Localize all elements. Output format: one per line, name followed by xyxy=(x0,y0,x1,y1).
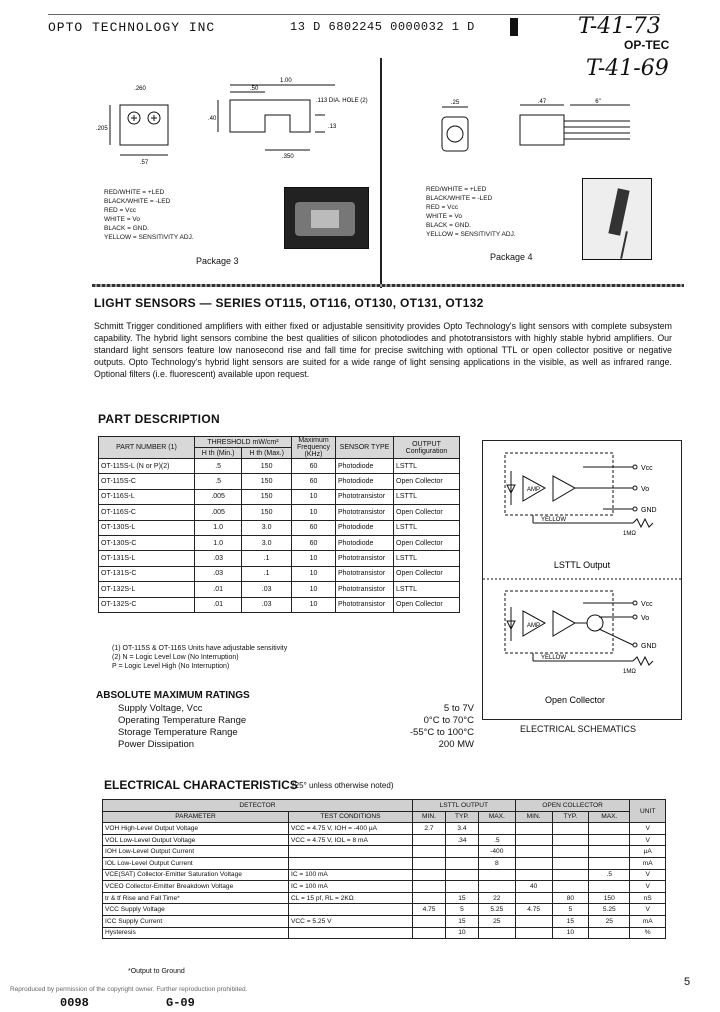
part-cell: Phototransistor xyxy=(336,597,394,612)
ec-cell xyxy=(552,869,589,881)
ec-row xyxy=(103,927,666,939)
pkg3-lead: BLACK = GND. xyxy=(104,225,149,232)
handwritten-code-2: T-41-69 xyxy=(586,56,669,81)
oc-pin-vcc: Vcc xyxy=(641,601,653,608)
part-cell: Phototransistor xyxy=(336,489,394,504)
ec-cell xyxy=(413,869,446,881)
section-paragraph: Schmitt Trigger conditioned amplifiers with either fixed or adjustable sensitivity provides Opto Technology's light sensors with complete subsystem capability. The hybrid light sensors combine the best qualities of silicon photodiodes and phototransistors with highly stable hybrid amplifiers. Our standard light sensors feature low nanosecond rise and fall time for precise switching with optional TTL or open collector positive or negative outputs. Opto Technology's hybrid light sensors are suited for a wide range of light sensing applications in the visible, as well as infrared range. Optional filters (i.e. fluorescent) available upon request. xyxy=(94,321,672,379)
oc-pin-1m: 1MΩ xyxy=(623,669,636,675)
ec-cell xyxy=(289,904,413,916)
part-row xyxy=(99,597,460,612)
ec-cell: VCC = 4.75 V, IOL = 8 mA xyxy=(289,834,413,846)
lsttl-trigger-symbol xyxy=(553,476,575,501)
part-cell: LSTTL xyxy=(394,551,460,566)
abs-max-row xyxy=(118,715,474,727)
ec-cell: VOH High-Level Output Voltage xyxy=(103,823,289,835)
ec-cell xyxy=(589,834,630,846)
ec-cell: 80 xyxy=(552,892,589,904)
ec-row xyxy=(103,869,666,881)
section-title: LIGHT SENSORS — SERIES OT115, OT116, OT130, OT131, OT132 xyxy=(94,296,484,310)
ec-row xyxy=(103,881,666,893)
part-cell: Phototransistor xyxy=(336,566,394,581)
ec-cell: 5.25 xyxy=(478,904,515,916)
ec-cell: 4.75 xyxy=(515,904,552,916)
part-cell: Phototransistor xyxy=(336,551,394,566)
part-cell: 60 xyxy=(292,520,336,535)
pkg4-dim-2: .47 xyxy=(537,99,547,105)
part-cell: OT-116S-C xyxy=(99,505,195,520)
ec-cell: 15 xyxy=(446,892,479,904)
ec-cell xyxy=(289,857,413,869)
abs-max-row xyxy=(118,703,474,715)
ec-cell: ICC Supply Current xyxy=(103,915,289,927)
pkg3-front-view xyxy=(120,105,168,145)
ec-row xyxy=(103,892,666,904)
ec-cell xyxy=(515,834,552,846)
part-cell: Photodiode xyxy=(336,520,394,535)
ec-cell: VCC = 4.75 V, IOH = -400 µA xyxy=(289,823,413,835)
ec-param-header: PARAMETER xyxy=(103,811,289,823)
part-cell: 10 xyxy=(292,566,336,581)
part-row xyxy=(99,520,460,535)
part-cell: Phototransistor xyxy=(336,505,394,520)
ec-cell xyxy=(589,927,630,939)
ec-cell: mA xyxy=(630,915,666,927)
pkg3-dim-9: .350 xyxy=(282,154,294,160)
ec-lsttl-header: LSTTL OUTPUT xyxy=(413,800,516,812)
lsttl-amp-label: AMP xyxy=(527,487,541,493)
ec-cell: VCC = 5.25 V xyxy=(289,915,413,927)
pkg3-photo xyxy=(284,187,369,249)
ec-oc-header: OPEN COLLECTOR xyxy=(515,800,630,812)
part-cell: LSTTL xyxy=(394,582,460,597)
pkg4-lead: RED/WHITE = +LED xyxy=(426,186,487,193)
part-cell: OT-115S-L (N or P)(2) xyxy=(99,459,195,474)
part-cell: 3.0 xyxy=(242,520,292,535)
part-cell: OT-131S-L xyxy=(99,551,195,566)
part-cell: .01 xyxy=(195,597,242,612)
oc-output-label: Open Collector xyxy=(544,695,606,705)
lsttl-output-label: LSTTL Output xyxy=(553,560,611,570)
part-description-title: PART DESCRIPTION xyxy=(98,412,220,426)
part-cell: Open Collector xyxy=(394,566,460,581)
part-cell: LSTTL xyxy=(394,489,460,504)
part-row xyxy=(99,535,460,550)
ec-cell xyxy=(589,857,630,869)
ec-cell: VCE(SAT) Collector-Emitter Saturation Voltage xyxy=(103,869,289,881)
abs-max-label: Operating Temperature Range xyxy=(118,715,247,726)
ec-cell xyxy=(478,869,515,881)
part-note: (2) N = Logic Level Low (No Interruption) xyxy=(112,654,239,661)
ec-cell: .5 xyxy=(478,834,515,846)
footer-mid-code: G-09 xyxy=(166,996,195,1010)
ec-cell: 5 xyxy=(446,904,479,916)
part-cell: Open Collector xyxy=(394,505,460,520)
part-cell: OT-131S-C xyxy=(99,566,195,581)
pkg3-dim-5: .50 xyxy=(250,86,259,92)
part-cell: Open Collector xyxy=(394,535,460,550)
ec-max-header: MAX. xyxy=(589,811,630,823)
part-cell: .005 xyxy=(195,489,242,504)
ec-cell: -400 xyxy=(478,846,515,858)
ec-cell: IOL Low-Level Output Current xyxy=(103,857,289,869)
part-cell: OT-132S-L xyxy=(99,582,195,597)
part-cell: Open Collector xyxy=(394,597,460,612)
ec-cell xyxy=(515,857,552,869)
ec-cell: V xyxy=(630,881,666,893)
ec-cell xyxy=(413,881,446,893)
col-output: OUTPUT Configuration xyxy=(394,437,460,459)
ec-cell xyxy=(413,915,446,927)
oc-pin-yellow: YELLOW xyxy=(541,655,567,661)
part-cell: .03 xyxy=(242,582,292,597)
ec-cell xyxy=(478,881,515,893)
pkg3-lead: BLACK/WHITE = -LED xyxy=(104,198,171,205)
oc-trigger-symbol xyxy=(553,611,575,636)
ec-cell: IOH Low-Level Output Current xyxy=(103,846,289,858)
package-4-drawing xyxy=(420,95,640,185)
abs-max-value: 5 to 7V xyxy=(443,703,474,714)
ec-cell: Hysteresis xyxy=(103,927,289,939)
pkg3-dim-8: .13 xyxy=(328,124,337,130)
part-cell: 10 xyxy=(292,597,336,612)
ec-cell xyxy=(289,927,413,939)
part-cell: 10 xyxy=(292,489,336,504)
part-cell: 10 xyxy=(292,582,336,597)
part-row xyxy=(99,566,460,581)
abs-max-value: -55°C to 100°C xyxy=(409,727,474,738)
ec-cell xyxy=(478,927,515,939)
pkg3-dim-2: .205 xyxy=(96,126,108,132)
part-cell: 1.0 xyxy=(195,535,242,550)
part-row xyxy=(99,474,460,489)
pkg4-dim-3: 6" xyxy=(595,99,601,105)
part-cell: Photodiode xyxy=(336,459,394,474)
ec-cell: .5 xyxy=(589,869,630,881)
ec-cell: IC = 100 mA xyxy=(289,869,413,881)
pkg3-lead: RED = Vcc xyxy=(104,207,136,214)
part-cell: 3.0 xyxy=(242,535,292,550)
ec-cell xyxy=(446,869,479,881)
pkg3-dim-1: .260 xyxy=(134,86,146,92)
ec-cell: 40 xyxy=(515,881,552,893)
ec-cell xyxy=(589,823,630,835)
part-cell: 60 xyxy=(292,459,336,474)
pkg3-dim-3: .57 xyxy=(139,160,149,166)
ec-cell: 150 xyxy=(589,892,630,904)
ec-cell xyxy=(413,857,446,869)
ec-cell: % xyxy=(630,927,666,939)
pkg3-lead: WHITE = Vo xyxy=(104,216,140,223)
footer-left-code: 0098 xyxy=(60,996,89,1010)
lsttl-pin-vo: Vo xyxy=(641,486,650,493)
part-cell: OT-130S-L xyxy=(99,520,195,535)
part-cell: 1.0 xyxy=(195,520,242,535)
ec-cell: 3.4 xyxy=(446,823,479,835)
copyright-line: Reproduced by permission of the copyright owner. Further reproduction prohibited. xyxy=(10,986,248,993)
part-cell: 60 xyxy=(292,474,336,489)
ec-cell: VOL Low-Level Output Voltage xyxy=(103,834,289,846)
ec-cell: 15 xyxy=(552,915,589,927)
ec-row xyxy=(103,823,666,835)
ec-cell xyxy=(515,915,552,927)
ec-cell: 8 xyxy=(478,857,515,869)
oc-pin-vo: Vo xyxy=(641,615,650,622)
ec-cell xyxy=(446,846,479,858)
ec-row xyxy=(103,834,666,846)
part-cell: Photodiode xyxy=(336,535,394,550)
ec-cell: nS xyxy=(630,892,666,904)
part-cell: .1 xyxy=(242,551,292,566)
pkg3-dim-6: .40 xyxy=(208,116,217,122)
document-code: 13 D 6802245 0000032 1 D xyxy=(290,20,475,34)
col-freq: Maximum Frequency (KHz) xyxy=(292,437,336,459)
part-row xyxy=(99,582,460,597)
abs-max-value: 0°C to 70°C xyxy=(423,715,474,726)
schematics-drawing xyxy=(483,441,681,717)
elec-char-table xyxy=(102,799,666,939)
pkg3-label: Package 3 xyxy=(196,256,239,266)
pkg4-label: Package 4 xyxy=(490,252,533,262)
ec-cell xyxy=(552,834,589,846)
part-cell: 150 xyxy=(242,474,292,489)
handwritten-code-1: T-41-73 xyxy=(578,14,661,39)
ec-cell xyxy=(413,846,446,858)
ec-min-header: MIN. xyxy=(515,811,552,823)
abs-max-label: Storage Temperature Range xyxy=(118,727,238,738)
ec-row xyxy=(103,846,666,858)
ec-cell xyxy=(552,846,589,858)
ec-cell: 5 xyxy=(552,904,589,916)
ec-cell xyxy=(552,857,589,869)
part-cell: .03 xyxy=(195,566,242,581)
abs-max-list xyxy=(118,703,474,751)
ec-cell xyxy=(515,927,552,939)
ec-detector-header: DETECTOR xyxy=(103,800,413,812)
pkg3-dim-7: .113 DIA. HOLE (2) xyxy=(316,98,368,104)
pkg3-side-view xyxy=(230,100,310,132)
lsttl-pin-vcc: Vcc xyxy=(641,465,653,472)
part-cell: 150 xyxy=(242,505,292,520)
part-cell: .01 xyxy=(195,582,242,597)
ec-cell: 10 xyxy=(552,927,589,939)
ec-cell: VCC Supply Voltage xyxy=(103,904,289,916)
ec-cell: VCEO Collector-Emitter Breakdown Voltage xyxy=(103,881,289,893)
ec-cell: 15 xyxy=(446,915,479,927)
part-cell: .03 xyxy=(242,597,292,612)
ec-cell xyxy=(515,869,552,881)
ec-cell: CL = 15 pf, RL = 2KΩ xyxy=(289,892,413,904)
part-cell: .5 xyxy=(195,474,242,489)
part-cell: Photodiode xyxy=(336,474,394,489)
ec-row xyxy=(103,857,666,869)
abs-max-title: ABSOLUTE MAXIMUM RATINGS xyxy=(96,690,250,701)
lsttl-pin-gnd: GND xyxy=(641,507,657,514)
part-cell: Open Collector xyxy=(394,474,460,489)
lsttl-pin-1m: 1MΩ xyxy=(623,531,636,537)
ec-cell: V xyxy=(630,834,666,846)
elec-char-rows xyxy=(103,823,666,939)
pkg4-photo xyxy=(582,178,652,260)
ec-cell xyxy=(589,846,630,858)
ec-row xyxy=(103,915,666,927)
ec-row xyxy=(103,904,666,916)
ec-cell xyxy=(515,892,552,904)
page-number: 5 xyxy=(684,976,691,988)
ec-max-header: MAX. xyxy=(478,811,515,823)
part-cell: Phototransistor xyxy=(336,582,394,597)
part-cell: 10 xyxy=(292,505,336,520)
abs-max-row xyxy=(118,739,474,751)
ec-cell xyxy=(515,823,552,835)
ec-typ-header: TYP. xyxy=(446,811,479,823)
col-part: PART NUMBER (1) xyxy=(99,437,195,459)
part-row xyxy=(99,489,460,504)
part-cell: .5 xyxy=(195,459,242,474)
part-cell: OT-116S-L xyxy=(99,489,195,504)
ec-cell: 25 xyxy=(589,915,630,927)
pkg3-lead-legend xyxy=(104,188,194,242)
part-row xyxy=(99,551,460,566)
ec-cell: 22 xyxy=(478,892,515,904)
col-hmax: H th (Max.) xyxy=(242,448,292,459)
abs-max-label: Power Dissipation xyxy=(118,739,195,750)
part-notes xyxy=(112,644,287,671)
abs-max-row xyxy=(118,727,474,739)
ec-cell xyxy=(413,892,446,904)
col-sensor: SENSOR TYPE xyxy=(336,437,394,459)
part-cell: OT-132S-C xyxy=(99,597,195,612)
part-cell: 60 xyxy=(292,535,336,550)
pkg4-lead-legend xyxy=(426,185,516,239)
ec-cell xyxy=(552,823,589,835)
oc-pin-gnd: GND xyxy=(641,643,657,650)
part-cell: .005 xyxy=(195,505,242,520)
brand: OP-TEC xyxy=(624,38,670,52)
ec-cell xyxy=(446,857,479,869)
ec-min-header: MIN. xyxy=(413,811,446,823)
pkg4-lead: RED = Vcc xyxy=(426,204,458,211)
ec-unit-header: UNIT xyxy=(630,800,666,823)
ec-cell: 25 xyxy=(478,915,515,927)
ec-cell: .34 xyxy=(446,834,479,846)
oc-amp-label: AMP xyxy=(527,623,541,629)
part-description-rows xyxy=(99,459,460,613)
col-threshold: THRESHOLD mW/cm² xyxy=(195,437,292,448)
ec-test-header: TEST CONDITIONS xyxy=(289,811,413,823)
ec-cell: V xyxy=(630,904,666,916)
company-name: OPTO TECHNOLOGY INC xyxy=(48,20,216,35)
part-cell: LSTTL xyxy=(394,459,460,474)
ec-cell: 10 xyxy=(446,927,479,939)
pkg3-lead: YELLOW = SENSITIVITY ADJ. xyxy=(104,234,194,241)
pkg4-lead: BLACK/WHITE = -LED xyxy=(426,195,493,202)
part-row xyxy=(99,459,460,474)
part-cell: .1 xyxy=(242,566,292,581)
elec-char-footnote: *Output to Ground xyxy=(128,968,185,975)
lsttl-pin-yellow: YELLOW xyxy=(541,517,567,523)
col-hmin: H th (Min.) xyxy=(195,448,242,459)
pkg3-lead: RED/WHITE = +LED xyxy=(104,189,165,196)
ec-cell: tr & tf Rise and Fall Time* xyxy=(103,892,289,904)
part-cell: 150 xyxy=(242,459,292,474)
ec-typ-header: TYP. xyxy=(552,811,589,823)
ec-cell: mA xyxy=(630,857,666,869)
pkg4-lead: YELLOW = SENSITIVITY ADJ. xyxy=(426,231,516,238)
ec-cell xyxy=(446,881,479,893)
ec-cell xyxy=(552,881,589,893)
part-cell: OT-130S-C xyxy=(99,535,195,550)
ec-cell: V xyxy=(630,823,666,835)
abs-max-value: 200 MW xyxy=(438,739,474,750)
ec-cell: 5.25 xyxy=(589,904,630,916)
ec-cell: 4.75 xyxy=(413,904,446,916)
ec-cell: IC = 100 mA xyxy=(289,881,413,893)
part-cell: OT-115S-C xyxy=(99,474,195,489)
pkg4-front-view xyxy=(442,117,468,151)
ec-cell: µA xyxy=(630,846,666,858)
pkg4-lead: WHITE = Vo xyxy=(426,213,462,220)
lsttl-box xyxy=(505,453,613,515)
elec-char-title: ELECTRICAL CHARACTERISTICS xyxy=(104,778,298,792)
ec-cell xyxy=(413,834,446,846)
section-rule xyxy=(92,284,684,287)
part-note: P = Logic Level High (No Interruption) xyxy=(112,663,230,670)
pkg4-side-view xyxy=(520,115,564,145)
schematics-title: ELECTRICAL SCHEMATICS xyxy=(520,724,637,734)
part-cell: .03 xyxy=(195,551,242,566)
part-cell: LSTTL xyxy=(394,520,460,535)
pkg3-dim-4: 1.00 xyxy=(280,78,292,84)
part-note: (1) OT-115S & OT-116S Units have adjustable sensitivity xyxy=(112,645,288,652)
package-divider xyxy=(380,58,382,288)
pkg4-lead: BLACK = GND. xyxy=(426,222,471,229)
marker-block xyxy=(510,18,518,36)
ec-cell xyxy=(413,927,446,939)
elec-char-subtitle: (25° unless otherwise noted) xyxy=(292,781,394,790)
ec-cell xyxy=(589,881,630,893)
part-row xyxy=(99,505,460,520)
pkg4-dim-1: .25 xyxy=(450,100,460,106)
ec-cell: 2.7 xyxy=(413,823,446,835)
ec-cell xyxy=(478,823,515,835)
part-cell: 10 xyxy=(292,551,336,566)
oc-box xyxy=(505,591,613,653)
ec-cell xyxy=(515,846,552,858)
part-description-table xyxy=(98,436,460,613)
ec-cell: V xyxy=(630,869,666,881)
abs-max-label: Supply Voltage, Vcc xyxy=(118,703,203,714)
part-cell: 150 xyxy=(242,489,292,504)
ec-cell xyxy=(289,846,413,858)
schematics-box xyxy=(482,440,682,720)
top-rule xyxy=(48,14,660,15)
